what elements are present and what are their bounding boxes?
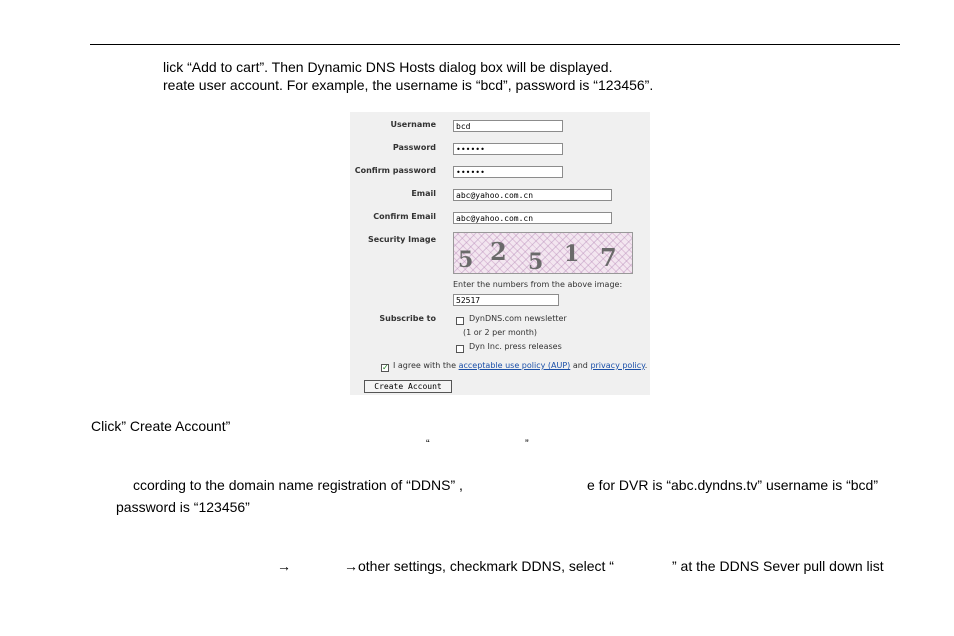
privacy-policy-link[interactable]: privacy policy [590,361,645,370]
email-label: Email [411,189,436,198]
press-releases-checkbox[interactable] [456,345,464,353]
quote-open: “ [426,438,430,450]
check-icon: ✓ [382,363,389,372]
email-field[interactable]: abc@yahoo.com.cn [453,189,612,201]
paragraph-part-d: →other settings, checkmark DDNS, select “ [344,558,614,574]
newsletter-label: DynDNS.com newsletter [469,314,567,323]
create-account-button[interactable]: Create Account [364,380,452,393]
captcha-image [453,232,633,274]
password-field[interactable]: •••••• [453,143,563,155]
captcha-digit: 5 [528,249,544,274]
aup-link[interactable]: acceptable use policy (AUP) [458,361,571,370]
account-form-screenshot [350,112,650,395]
captcha-digit: 5 [458,247,474,273]
confirm-email-label: Confirm Email [373,212,436,221]
captcha-digit: 1 [564,241,580,267]
agree-and: and [572,361,588,370]
instruction-line-2: reate user account. For example, the username is “bcd”, password is “123456”. [163,77,654,93]
agree-prefix: I agree with the [393,361,457,370]
agree-period: . [644,361,648,370]
instruction-line-1: lick “Add to cart”. Then Dynamic DNS Hosts dialog box will be displayed. [163,59,613,75]
press-releases-label: Dyn Inc. press releases [469,342,562,351]
newsletter-checkbox[interactable] [456,317,464,325]
security-image-label: Security Image [368,235,436,244]
captcha-digit: 7 [600,243,617,272]
agree-checkbox[interactable] [381,364,389,372]
password-label: Password [392,143,436,152]
click-note: Click” Create Account” [91,418,231,434]
subscribe-label: Subscribe to [379,314,436,323]
agree-text [393,361,647,370]
paragraph-part-c: password is “123456” [116,499,250,515]
captcha-digit: 2 [490,237,507,266]
newsletter-frequency: (1 or 2 per month) [463,328,538,337]
header-rule [90,44,900,45]
paragraph-part-a: ccording to the domain name registration of “DDNS” , [133,477,463,493]
captcha-input[interactable]: 52517 [453,294,559,306]
arrow-icon: → [277,558,291,574]
confirm-email-field[interactable]: abc@yahoo.com.cn [453,212,612,224]
captcha-hint: Enter the numbers from the above image: [453,280,623,289]
quote-close: ” [525,438,529,450]
confirm-password-field[interactable]: •••••• [453,166,563,178]
paragraph-part-b: e for DVR is “abc.dyndns.tv” username is “bcd” [587,477,878,493]
username-label: Username [390,120,436,129]
confirm-password-label: Confirm password [354,166,436,175]
paragraph-part-e: ” at the DDNS Sever pull down list [672,558,884,574]
username-field[interactable]: bcd [453,120,563,132]
